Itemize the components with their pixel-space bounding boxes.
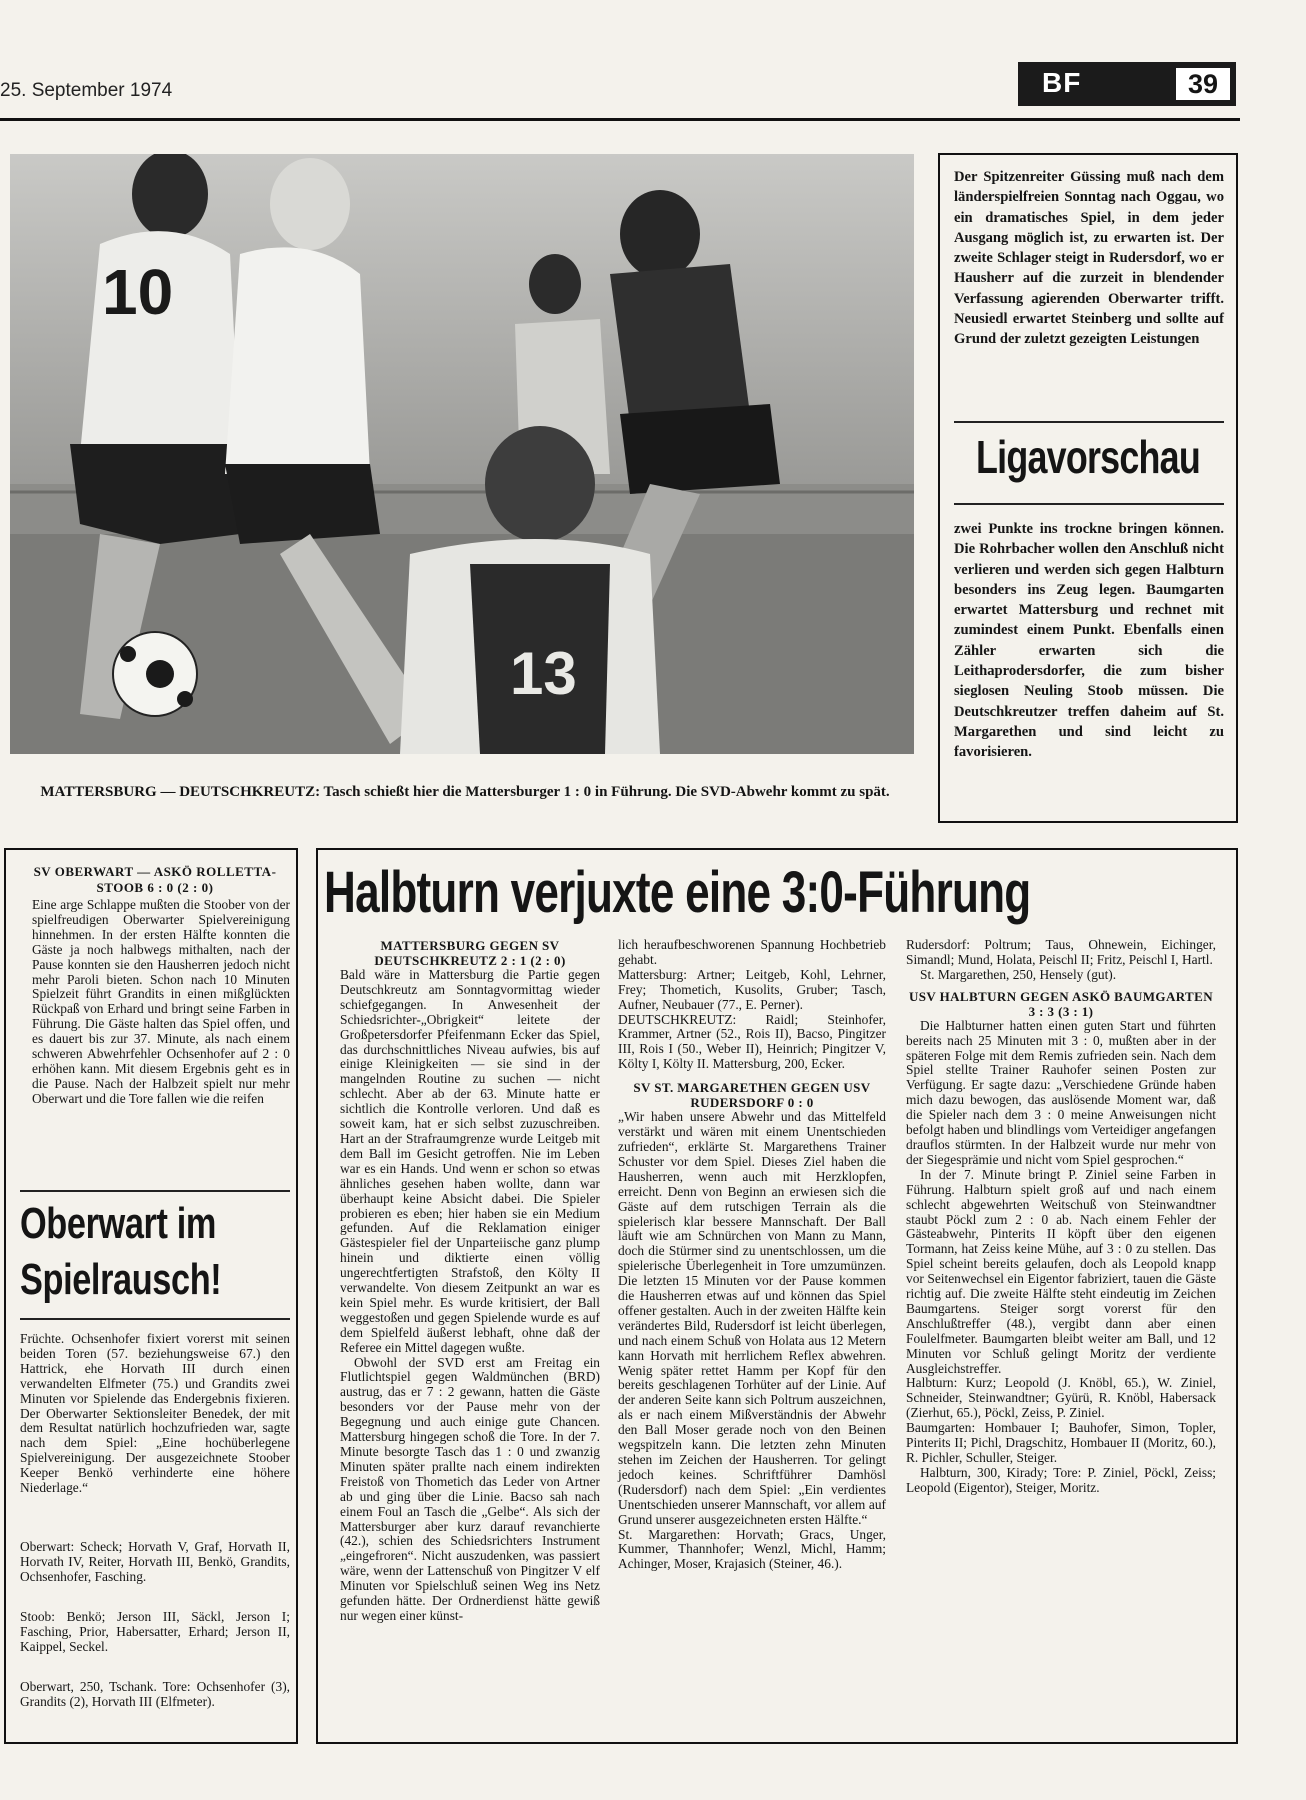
baumgarten-lineup: Baumgarten: Hombauer I; Bauhofer, Simon, Topler, Pinterits II; Pichl, Dragschitz, Hombauer II (Moritz, 60.), R. Pichler, Schuller, Steiger. <box>906 1420 1216 1465</box>
oberwart-match-heading: SV OBERWART — ASKÖ ROLLETTA-STOOB 6 : 0 (2 : 0) <box>33 864 277 895</box>
column-2 <box>618 938 886 1572</box>
page-badge <box>1018 62 1236 106</box>
oberwart-title-line-1: Oberwart im <box>20 1199 216 1248</box>
jersey-number-13: 13 <box>510 640 577 707</box>
halbturn-report-2: In der 7. Minute bringt P. Ziniel seine Farben in Führung. Halbturn spielt groß auf und nach einem schlecht abgewehrten Weitschuß von Steinwandtner staubt Pöckl zum 2 : 0 ab. Nach einem Fehler der Gästeabwehr, Pinterits II köpft über den eigenen Tormann, hat Zeiss keine Mühe, auf 3 : 0 zu stellen. Das Spiel scheint bereits gelaufen, doch als Leopold knapp vor Seitenwechsel ein Eigentor fabriziert, tauen die Gäste richtig auf. Die zweite Hälfte steht eindeutig im Zeichen Baumgartens. Steiger sorgt vorerst für den Anschlußtreffer (48.), vergibt dann aber einen Foulelfmeter. Baumgarten bleibt weiter am Ball, und 12 Minuten vor Schluß gelingt Moritz der verdiente Ausgleichstreffer. <box>906 1166 1216 1376</box>
mattersburg-report-1: Bald wäre in Mattersburg die Partie gegen Deutschkreutz am Sonntagvormittag wieder schiefgegangen. In Anwesenheit der Schiedsrichter-„Obrigkeit“ leitete der Großpetersdorfer Pfeifenmann Ecker das Spiel, das durchschnittliches Niveau aufwies, bis auf einige Kleinigkeiten — sie sind in der mangelnden Routine zu suchen — nicht schlecht. Aber ab der 63. Minute hatte er sichtlich die Kontrolle verloren. Und daß es soweit kam, hat er sich selbst zuzuschreiben. Hart an der Strafraumgrenze wurde Leitgeb mit dem Ball im Gesicht getroffen. Nie im Leben war es ein Hands. Und wenn er schon so etwas ähnliches gesehen haben wollte, dann war überhaupt keine Absicht dabei. Die Spieler probieren es eben; hier haben sie ein Medium gefunden. Auf die Reklamation einiger Gästespieler fiel der Unparteiische ganz plump hinein und diktierte einen völlig ungerechtfertigten Strafstoß, den Költy II verwandelte. Von diesem Zeitpunkt an war es kein Spiel mehr. Es wurde kritisiert, der Ball weggestoßen und gegen Spielende wurde es auf dem Spielfeld äußerst lebhaft, ohne daß der Referee ein Mittel dagegen wußte. <box>340 967 600 1355</box>
ligavorschau-title: Ligavorschau <box>976 431 1200 483</box>
football <box>113 632 197 716</box>
ligavorschau-text: zwei Punkte ins trockne bringen können. Die Rohrbacher wollen den Anschluß nicht verlieren und werden sich gegen Halbturn besonders ins Zeug legen. Baumgarten erwartet Mattersburg und rechnet mit zumindest einem Punkt. Ebenfalls einen Zähler erwarten sich die Leithaprodersdorfer, die zum bisher sieglosen Neuling Stoob müssen. Die Deutschkreutzer treffen daheim auf St. Margarethen und sind leicht zu favorisieren. <box>954 521 1224 761</box>
ligavorschau-intro: Der Spitzenreiter Güssing muß nach dem länderspielfreien Sonntag nach Oggau, wo ein dramatisches Spiel, in dem jeder Ausgang möglich ist, zu erwarten ist. Der zweite Schlager steigt in Rudersdorf, wo er Hausherr auf die zurzeit in blendender Verfassung agierenden Oberwarter trifft. Neusiedl erwartet Steinberg und sollte auf Grund der zuletzt gezeigten Leistungen <box>954 169 1224 348</box>
halbturn-lineup: Halbturn: Kurz; Leopold (J. Knöbl, 65.), W. Ziniel, Schneider, Steinwandtner; Gyürü, R. Knöbl, Habersack (Zierhut, 65.), Pöckl, Zeiss, P. Ziniel. <box>906 1375 1216 1421</box>
stoob-lineup: Stoob: Benkö; Jerson III, Säckl, Jerson I; Fasching, Prior, Habersatter, Erhard; Jerson II, Kaippel, Seckel. <box>20 1609 290 1654</box>
oberwart-body-2: Früchte. Ochsenhofer fixiert vorerst mit seinen beiden Toren (57. beziehungsweise 67.) den Hattrick, ehe Horvath III durch einen verwandelten Elfmeter (75.) und Grandits zwei Minuten vor Spielende das Endergebnis fixieren. Der Oberwarter Sektionsleiter Benedek, der mit dem Resultat natürlich hochzufrieden war, sagte nach dem Spiel: „Eine hochüberlegene Spielvereinigung. Der ausgezeichnete Stoober Keeper Benkö verhinderte eine höhere Niederlage.“ <box>20 1331 290 1496</box>
mattersburg-report-end: lich heraufbeschworenen Spannung Hochbetrieb gehabt. <box>618 937 886 967</box>
margarethen-result: St. Margarethen, 250, Hensely (gut). <box>920 966 1117 982</box>
deutschkreutz-lineup: DEUTSCHKREUTZ: Raidl; Steinhofer, Krammer, Artner (52., Rois II), Bacso, Pingitzer III, Rois I (50., Weber II), Heinrich; Pingitzer V, Költy I, Költy II. Mattersburg, 200, Ecker. <box>618 1011 886 1072</box>
halbturn-result: Halbturn, 300, Kirady; Tore: P. Ziniel, Pöckl, Zeiss; Leopold (Eigentor), Steiger, Moritz. <box>906 1464 1216 1495</box>
halbturn-match-heading: USV HALBTURN GEGEN ASKÖ BAUMGARTEN 3 : 3 (3 : 1) <box>908 988 1213 1019</box>
rudersdorf-lineup: Rudersdorf: Poltrum; Taus, Ohnewein, Eichinger, Simandl; Mund, Holata, Peischl II; Fritz, Peischl I, Hartl. <box>906 937 1216 967</box>
oberwart-title-line-2: Spielrausch! <box>20 1255 222 1304</box>
photo-caption: MATTERSBURG — DEUTSCHKREUTZ: Tasch schießt hier die Mattersburger 1 : 0 in Führung. Die SVD-Abwehr kommt zu spät. <box>40 784 890 800</box>
page-number: 39 <box>1174 66 1232 102</box>
halbturn-report-1: Die Halbturner hatten einen guten Start und führten bereits nach 25 Minuten mit 3 : 0, mußten aber in der späteren Folge mit dem Remis zufrieden sein. Nach dem Spiel stellte Trainer Rauhofer seinen Posten zur Verfügung. Er sagte dazu: „Verschiedene Gründe haben mich dazu bewogen, das auslösende Moment war, daß die Spieler nach dem 3 : 0 meine Anweisungen nicht befolgt haben und blindlings vom Verteidiger angefangen drauflos stürmten. In der Halbzeit wurde nur mehr von der Siegesprämie und nicht vom Spiel gesprochen.“ <box>906 1017 1216 1167</box>
football-photo <box>10 154 914 754</box>
ligavorschau-rule-top <box>954 421 1224 423</box>
oberwart-body-1: Eine arge Schlappe mußten die Stoober von der spielfreudigen Oberwarter Spielvereinigung hinnehmen. In der ersten Hälfte konnten die Gäste ja noch halbwegs mithalten, nach der Pause konnten sie den Hausherren jedoch nicht mehr Paroli bieten. Schon nach 10 Minuten Spielzeit führt Grandits in einen mißglückten Rückpaß von Erhard und bringt seine Farben in Führung. Die Gäste halten das Spiel offen, und es dauert bis zur 37. Minute, als nach einem schweren Abwehrfehler Ochsenhofer auf 2 : 0 erhöhen kann. Mit diesem Ergebnis geht es in die Pause. Nach der Halbzeit spielt nur mehr Oberwart und die Tore fallen wie die reifen <box>32 897 290 1106</box>
oberwart-rule-bottom <box>20 1318 290 1320</box>
margarethen-lineup: St. Margarethen: Horvath; Gracs, Unger, Kummer, Thannhofer; Wenzl, Michl, Hamm; Achinger, Moser, Krajasich (Steiner, 46.). <box>618 1526 886 1572</box>
oberwart-article <box>4 848 298 1744</box>
section-label: BF <box>1042 67 1082 98</box>
oberwart-rule-top <box>20 1190 290 1192</box>
header-rule <box>0 118 1240 121</box>
mattersburg-lineup: Mattersburg: Artner; Leitgeb, Kohl, Lehrner, Frey; Thometich, Kusolits, Gruber; Tasch, Aufner, Neubauer (77., E. Perner). <box>618 966 886 1012</box>
issue-date: 25. September 1974 <box>0 80 173 101</box>
margarethen-match-heading: SV ST. MARGARETHEN GEGEN USV RUDERSDORF 0 : 0 <box>633 1080 871 1111</box>
oberwart-result: Oberwart, 250, Tschank. Tore: Ochsenhofer (3), Grandits (2), Horvath III (Elfmeter). <box>20 1679 290 1709</box>
column-1 <box>340 938 600 1624</box>
mattersburg-report-2: Obwohl der SVD erst am Freitag ein Flutlichtspiel gegen Waldmünchen (BRD) austrug, das er 7 : 2 gewann, hatten die Gäste besonders vor der Pause mehr von der Begegnung und auch einige gute Chancen. Mattersburg hingegen schoß die Tore. In der 7. Minute besorgte Tasch das 1 : 0 und zwanzig Minuten später prallte nach einem indirekten Freistoß von Thometich das Leder von Artner ab und ging über die Linie. Bacso sah nach einem Foul an Tasch die „Gelbe“. Als sich der Mattersburger aber kurz darauf revanchierte (42.), schien des Schiedsrichters Instrument „eingefroren“. Nicht auszudenken, was passiert wäre, wenn der Lattenschuß von Pingitzer V elf Minuten vor Spielschluß seinen Weg ins Netz gefunden hätte. Der Ordnerdienst hätte gewiß nur wegen einer künst- <box>340 1354 600 1623</box>
ligavorschau-rule-bottom <box>954 503 1224 505</box>
main-headline: Halbturn verjuxte eine 3:0-Führung <box>324 860 1031 925</box>
ligavorschau-box <box>938 153 1238 823</box>
margarethen-report: „Wir haben unsere Abwehr und das Mittelfeld verstärkt und wären mit einem Unentschieden zufrieden“, erklärte St. Margarethens Trainer Schuster vor dem Spiel. Dieses Ziel haben die Hausherren, wenn auch mit Herzklopfen, erreicht. Denn von Beginn an erwiesen sich die Gäste auf dem rutschigen Terrain als die spielerisch klar bessere Mannschaft. Der Ball läuft wie am Schnürchen von Mann zu Mann, doch die Stürmer sind zu unentschlossen, um die spielerische Überlegenheit in Tore umzumünzen. Die letzten 15 Minuten vor der Pause kommen die Hausherren etwas auf und können das Spiel offener gestalten. Auch in der zweiten Hälfte kein verändertes Bild, Rudersdorf ist leicht überlegen, und nach einem Schuß von Holata aus 12 Metern kann Horvath mit herrlichem Reflex abwehren. Wenig später rettet Hamm per Kopf für den bereits geschlagenen Torhüter auf der Linie. Auf der anderen Seite kann sich Poltrum auszeichnen, als er nach einem Mißverständnis der Abwehr den Ball Moser gerade noch von den Beinen wegspitzeln kann. Die letzten zehn Minuten stehen im Zeichen der Hausherren. Tor gelingt jedoch keines. Schriftführer Damhösl (Rudersdorf) nach dem Spiel: „Ein verdientes Unentschieden unserer Mannschaft, vor allem auf Grund unserer ausgezeichneten ersten Hälfte.“ <box>618 1109 886 1527</box>
mattersburg-match-heading: MATTERSBURG GEGEN SV DEUTSCHKREUTZ 2 : 1 (2 : 0) <box>374 938 566 968</box>
halbturn-article <box>316 848 1238 1744</box>
oberwart-lineup: Oberwart: Scheck; Horvath V, Graf, Horvath II, Horvath IV, Reiter, Horvath III, Benkö, Grandits, Ochsenhofer, Fasching. <box>20 1539 290 1584</box>
jersey-number-10: 10 <box>102 256 174 328</box>
column-3 <box>906 938 1216 1496</box>
